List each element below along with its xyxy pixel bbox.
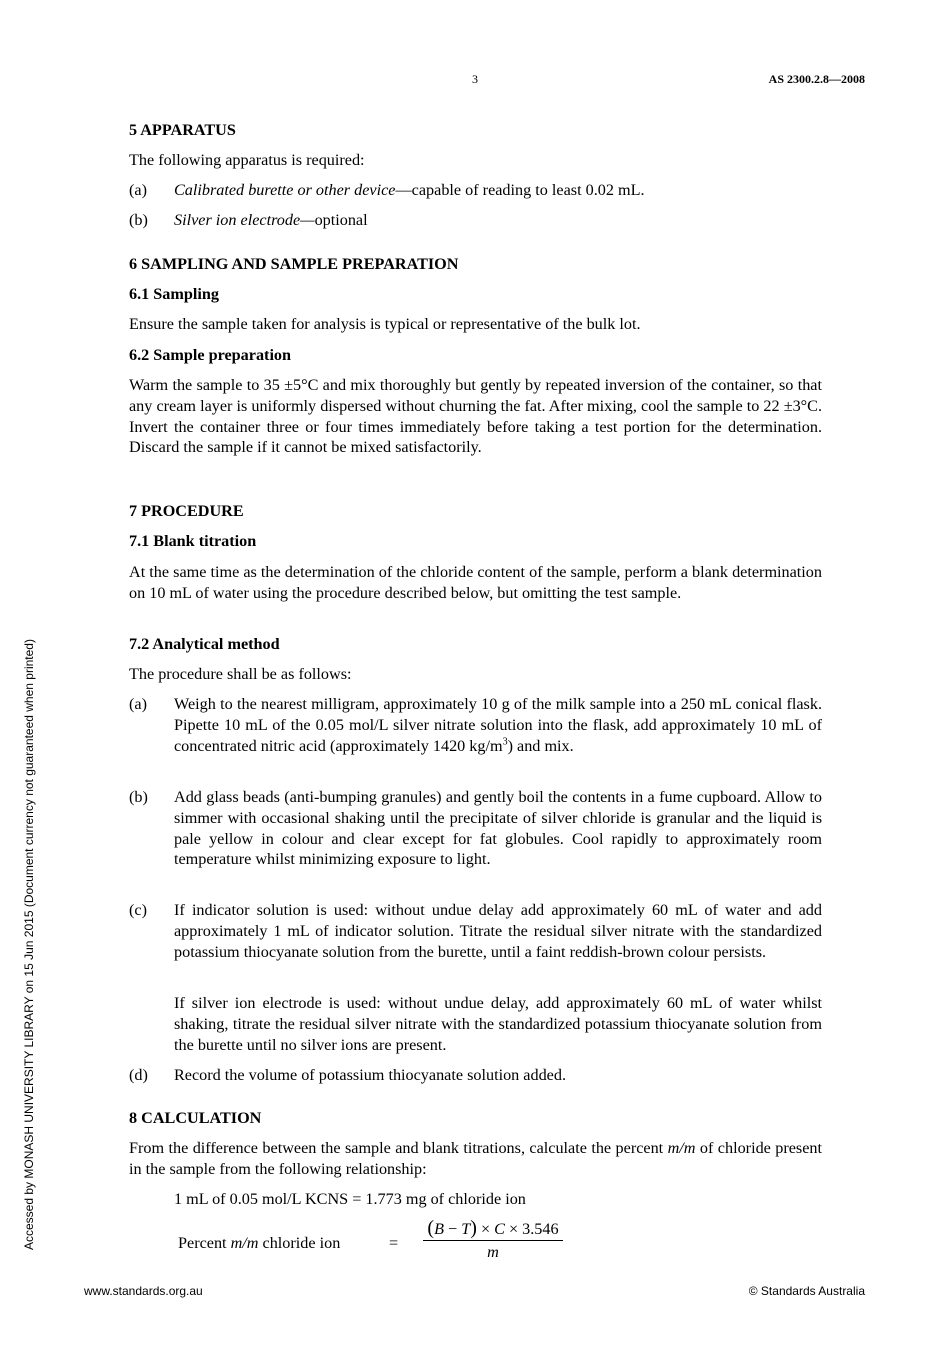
formula-equals: = xyxy=(389,1234,399,1252)
step-label: (a) xyxy=(129,695,147,713)
procedure-step-c xyxy=(129,900,822,962)
formula-numerator xyxy=(423,1216,563,1240)
var-c: C xyxy=(494,1220,505,1238)
var-b: B xyxy=(434,1220,444,1238)
step-label: (c) xyxy=(129,901,147,919)
section-6-heading: 6 SAMPLING AND SAMPLE PREPARATION xyxy=(129,255,459,273)
item-text: optional xyxy=(314,211,368,229)
apparatus-item-b xyxy=(129,210,822,231)
text-part: Percent xyxy=(178,1234,231,1252)
standard-id: AS 2300.2.8—2008 xyxy=(768,72,865,86)
section-6-1-heading: 6.1 Sampling xyxy=(129,285,219,303)
text-part: of chloride present in the sample from the following relationship: xyxy=(129,1139,823,1178)
footer-url: www.standards.org.au xyxy=(84,1284,203,1298)
step-text: Weigh to the nearest milligram, approximately 10 g of the milk sample into a 250 mL conical flask. Pipette 10 mL of the 0.05 mol/L silver nitrate solution into the flask, add approximately 10 mL of concentrated nitric acid (approximately 1420 kg/m xyxy=(174,695,822,755)
item-italic: Calibrated burette or other device xyxy=(174,181,396,199)
step-text: Record the volume of potassium thiocyanate solution added. xyxy=(174,1066,567,1084)
procedure-step-d xyxy=(129,1065,822,1086)
item-italic: Silver ion electrode— xyxy=(174,211,315,229)
paren: ) xyxy=(470,1217,477,1239)
section-7-2-intro: The procedure shall be as follows: xyxy=(129,665,352,683)
operator: × xyxy=(476,1220,495,1238)
text-part: chloride ion xyxy=(258,1234,341,1252)
superscript: 3 xyxy=(502,736,508,748)
equivalence-line: 1 mL of 0.05 mol/L KCNS = 1.773 mg of chloride ion xyxy=(174,1190,526,1208)
apparatus-item-a xyxy=(129,180,822,201)
step-text: If indicator solution is used: without undue delay add approximately 60 mL of water and add approximately 1 mL of indicator solution. Titrate the residual silver nitrate with the standardized potassium thiocyanate solution from the burette, until a faint reddish-brown colour persists. xyxy=(174,901,822,961)
operator: × 3.546 xyxy=(504,1220,559,1238)
text-italic: m/m xyxy=(667,1139,696,1157)
formula-denominator: m xyxy=(487,1243,499,1261)
procedure-step-a xyxy=(129,694,822,756)
formula-fraction xyxy=(423,1216,563,1263)
formula-lhs xyxy=(178,1233,340,1253)
section-7-heading: 7 PROCEDURE xyxy=(129,502,244,520)
text-part: From the difference between the sample and blank titrations, calculate the percent xyxy=(129,1139,668,1157)
section-8-heading: 8 CALCULATION xyxy=(129,1109,262,1127)
section-7-1-text: At the same time as the determination of the chloride content of the sample, perform a blank determination on 10 mL of water using the procedure described below, but omitting the test sample. xyxy=(129,563,822,602)
item-text: —capable of reading to least 0.02 mL. xyxy=(395,181,645,199)
step-text-tail: ) and mix. xyxy=(507,736,574,755)
item-label: (a) xyxy=(129,181,147,199)
page-number: 3 xyxy=(472,72,478,86)
section-5-intro: The following apparatus is required: xyxy=(129,151,365,169)
step-label: (d) xyxy=(129,1066,148,1084)
section-6-1-text: Ensure the sample taken for analysis is typical or representative of the bulk lot. xyxy=(129,315,641,333)
section-6-2-text: Warm the sample to 35 ±5°C and mix thoroughly but gently by repeated inversion of the container, so that any cream layer is uniformly dispersed without churning the fat. After mixing, cool the sample to 22 ±3°C. Invert the container three or four times immediately before taking a test portion for the determination. Discard the sample if it cannot be mixed satisfactorily. xyxy=(129,376,822,457)
paren: ( xyxy=(427,1217,435,1239)
step-label: (b) xyxy=(129,788,148,806)
footer-copyright: © Standards Australia xyxy=(748,1284,865,1298)
var-t: T xyxy=(461,1220,471,1238)
item-label: (b) xyxy=(129,211,148,229)
procedure-step-b xyxy=(129,787,822,870)
operator: − xyxy=(443,1220,462,1238)
section-5-heading: 5 APPARATUS xyxy=(129,121,236,139)
section-6-2-heading: 6.2 Sample preparation xyxy=(129,346,292,364)
step-text: If silver ion electrode is used: without undue delay, add approximately 60 mL of water whilst shaking, titrate the residual silver nitrate with the standardized potassium thiocyanate solution from the burette until no silver ions are present. xyxy=(174,994,822,1054)
text-italic: m/m xyxy=(230,1234,259,1252)
step-text: Add glass beads (anti-bumping granules) and gently boil the contents in a fume cupboard. Allow to simmer with occasional shaking until the precipitate of silver chloride is granular and the liquid is pale yellow in colour and clear except for fat globules. Cool rapidly to approximately room temperature whilst minimizing exposure to light. xyxy=(174,788,822,869)
section-8-text xyxy=(129,1138,822,1180)
section-7-2-heading: 7.2 Analytical method xyxy=(129,635,280,653)
section-7-1-heading: 7.1 Blank titration xyxy=(129,532,257,550)
access-watermark: Accessed by MONASH UNIVERSITY LIBRARY on 15 Jun 2015 (Document currency not guaranteed when printed) xyxy=(22,639,36,1250)
procedure-step-c-alt xyxy=(129,993,822,1055)
